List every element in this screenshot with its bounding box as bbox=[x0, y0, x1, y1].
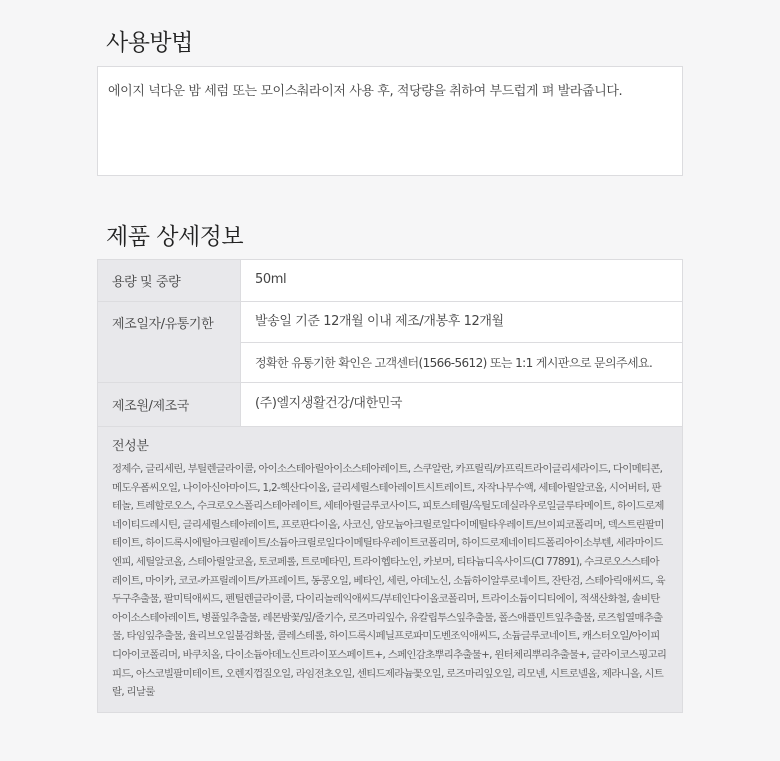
table-row-expiry bbox=[98, 302, 682, 383]
expiry-label: 제조일자/유통기한 bbox=[98, 302, 241, 382]
ingredients-label: 전성분 bbox=[112, 439, 149, 454]
table-row-volume bbox=[98, 260, 682, 302]
ingredients-text: 정제수, 글리세린, 부틸렌글라이콜, 아이소스테아릴아이소스테아레이트, 스쿠알란, 카프릴릭/카프릭트라이글리세라이드, 다이메티콘, 메도우폼씨오일, 나이아신아마이드, 1,2-헥산다이올, 글리세릴스테아레이트시트레이트, 자작나무수액, 세테아릴알코올, 시어버터, 판테놀, 트레할로오스, 수크로오스폴리스테아레이트, 세테아릴글루코사이드, 피토스테릴/옥틸도데실라우로일글루타메이트, 하이드로제네이티드레시틴, 글리세릴스테아레이트, 프로판다이올, 사코신, 암모늄아크릴로일다이메틸타우레이트/브이피코폴리머, 덱스트린팔미테이트, 하이드록시에틸아크릴레이트/소듐아크릴로일다이메틸타우레이트코폴리머, 하이드로제네이티드폴리아이소부텐, 세라마이드엔피, 세틸알코올, 스테아릴알코올, 토코페롤, 트로메타민, 트라이헵타노인, 카보머, 티타늄디옥사이드(CI 77891), 수크로오스스테아레이트, 마이카, 코코-카프릴레이트/카프레이트, 동콩오일, 베타인, 세린, 아데노신, 소듐하이알루로네이트, 잔탄검, 스테아릭애씨드, 육두구추출물, 팔미틱애씨드, 펜틸렌글라이콜, 다이리놀레익애씨드/부테인다이올코폴리머, 트라이소듐이디티에이, 적색산화철, 솔비탄아이소스테아레이트, 병풀잎추출물, 레몬밤꽃/잎/줄기수, 로즈마리잎수, 유칼립투스잎추출물, 폴스애플민트잎추출물, 로즈힙열매추출물, 타임잎추출물, 율리브오일불검화물, 콜레스테롤, 하이드록시페닐프로파미도벤조익애씨드, 소듐글루코네이트, 캐스터오일/아이피디아이코폴리머, 바쿠치올, 다이소듐아데노신트라이포스페이트+, 스페인감초뿌리추출물+, 윈터체리뿌리추출물+, 글라이코스핑고리피드, 아스코빌팔미테이트, 오렌지껍질오일, 라임전초오일, 센티드제라늄꽃오일, 로즈마리잎오일, 리모넨, 시트로넬올, 제라니올, 시트랄, 리날룰 bbox=[112, 463, 667, 699]
table-row-manufacturer bbox=[98, 383, 682, 427]
expiry-value-cell bbox=[241, 302, 682, 382]
manufacturer-value-cell bbox=[241, 383, 682, 426]
expiry-value: 발송일 기준 12개월 이내 제조/개봉후 12개월 bbox=[255, 314, 504, 329]
ingredients-block bbox=[98, 427, 682, 712]
product-detail-table bbox=[97, 259, 683, 713]
usage-description-box bbox=[97, 66, 683, 176]
table-row-ingredients bbox=[98, 427, 682, 712]
volume-label: 용량 및 중량 bbox=[98, 260, 241, 301]
usage-description-text: 에이지 넉다운 밤 세럼 또는 모이스춰라이저 사용 후, 적당량을 취하여 부드럽게 펴 발라줍니다. bbox=[108, 84, 623, 99]
usage-section-title: 사용방법 bbox=[106, 30, 193, 56]
expiry-note: 정확한 유통기한 확인은 고객센터(1566-5612) 또는 1:1 게시판으로 문의주세요. bbox=[241, 342, 682, 382]
manufacturer-label: 제조원/제조국 bbox=[98, 383, 241, 426]
manufacturer-value: (주)엘지생활건강/대한민국 bbox=[255, 396, 403, 411]
detail-section-title: 제품 상세정보 bbox=[106, 224, 244, 250]
volume-value: 50ml bbox=[255, 272, 287, 287]
volume-value-cell bbox=[241, 260, 682, 301]
